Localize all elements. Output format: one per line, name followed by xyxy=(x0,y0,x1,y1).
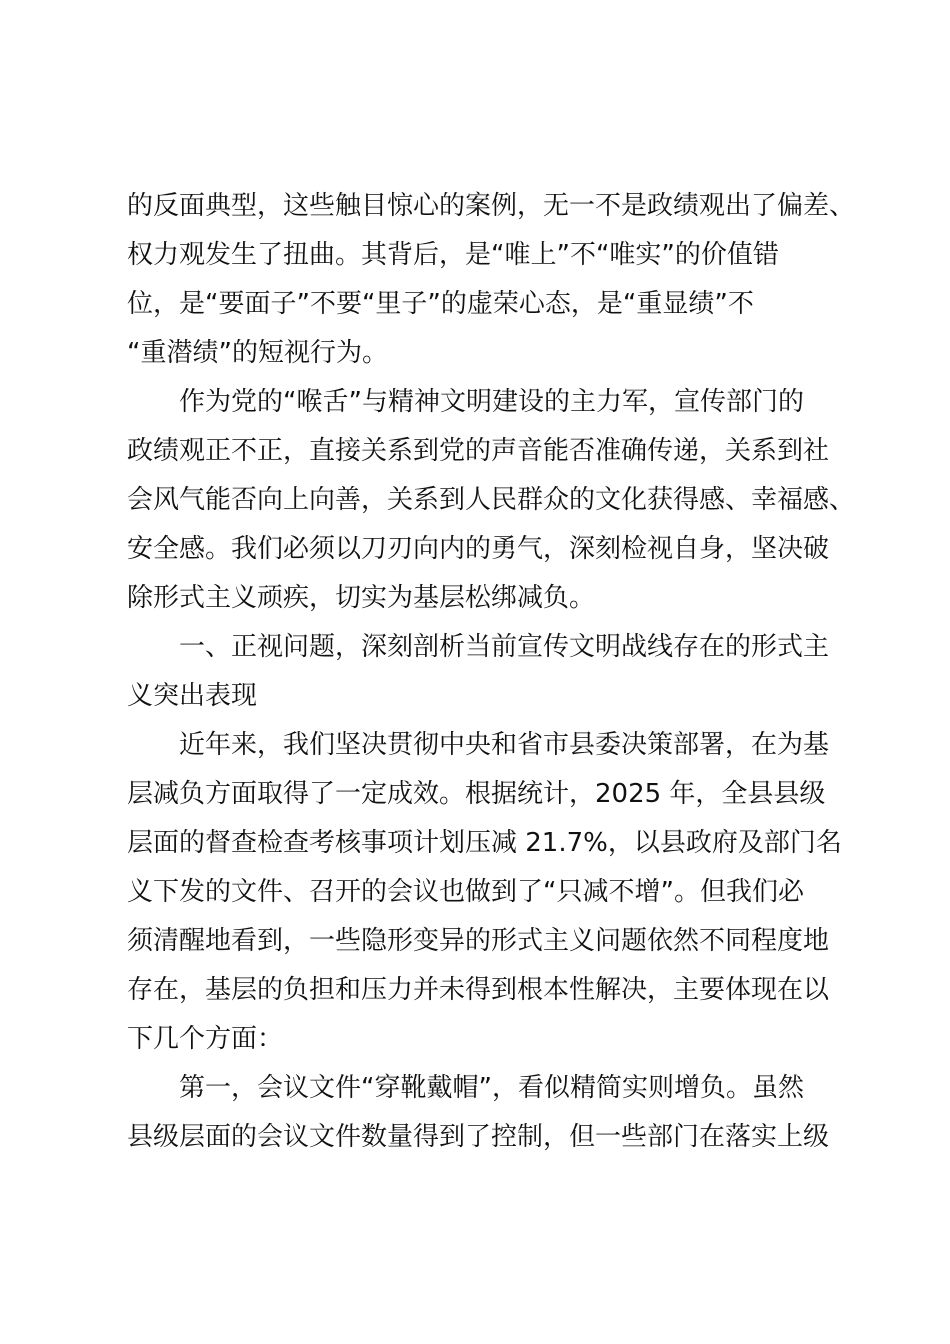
text-line: “重潜绩”的短视行为。 xyxy=(127,338,388,368)
text-line: 除形式主义顽疾，切实为基层松绑减负。 xyxy=(127,583,596,613)
body-text xyxy=(127,182,856,1162)
section-heading-line: 一、正视问题，深刻剖析当前宣传文明战线存在的形式主 xyxy=(179,632,830,662)
text-line: 义下发的文件、召开的会议也做到了“只减不增”。但我们必 xyxy=(127,877,804,907)
section-heading-line: 义突出表现 xyxy=(127,681,258,711)
text-line: 的反面典型，这些触目惊心的案例，无一不是政绩观出了偏差、 xyxy=(127,191,856,221)
text-line: 政绩观正不正，直接关系到党的声音能否准确传递，关系到社 xyxy=(127,436,830,466)
text-line: 存在，基层的负担和压力并未得到根本性解决，主要体现在以 xyxy=(127,975,830,1005)
text-line: 会风气能否向上向善，关系到人民群众的文化获得感、幸福感、 xyxy=(127,485,856,515)
text-line: 权力观发生了扭曲。其背后，是“唯上”不“唯实”的价值错 xyxy=(127,240,779,270)
text-line: 位，是“要面子”不要“里子”的虚荣心态，是“重显绩”不 xyxy=(127,289,754,319)
text-line: 层减负方面取得了一定成效。根据统计，2025 年，全县县级 xyxy=(127,779,826,809)
paragraph-start-line: 近年来，我们坚决贯彻中央和省市县委决策部署，在为基 xyxy=(179,730,830,760)
text-line: 下几个方面： xyxy=(127,1024,284,1054)
paragraph-start-line: 作为党的“喉舌”与精神文明建设的主力军，宣传部门的 xyxy=(179,387,804,417)
text-line: 安全感。我们必须以刀刃向内的勇气，深刻检视自身，坚决破 xyxy=(127,534,830,564)
paragraph-start-line: 第一，会议文件“穿靴戴帽”，看似精简实则增负。虽然 xyxy=(179,1073,804,1103)
text-line: 须清醒地看到，一些隐形变异的形式主义问题依然不同程度地 xyxy=(127,926,830,956)
text-line: 县级层面的会议文件数量得到了控制，但一些部门在落实上级 xyxy=(127,1122,830,1152)
text-line: 层面的督查检查考核事项计划压减 21.7%，以县政府及部门名 xyxy=(127,828,842,858)
